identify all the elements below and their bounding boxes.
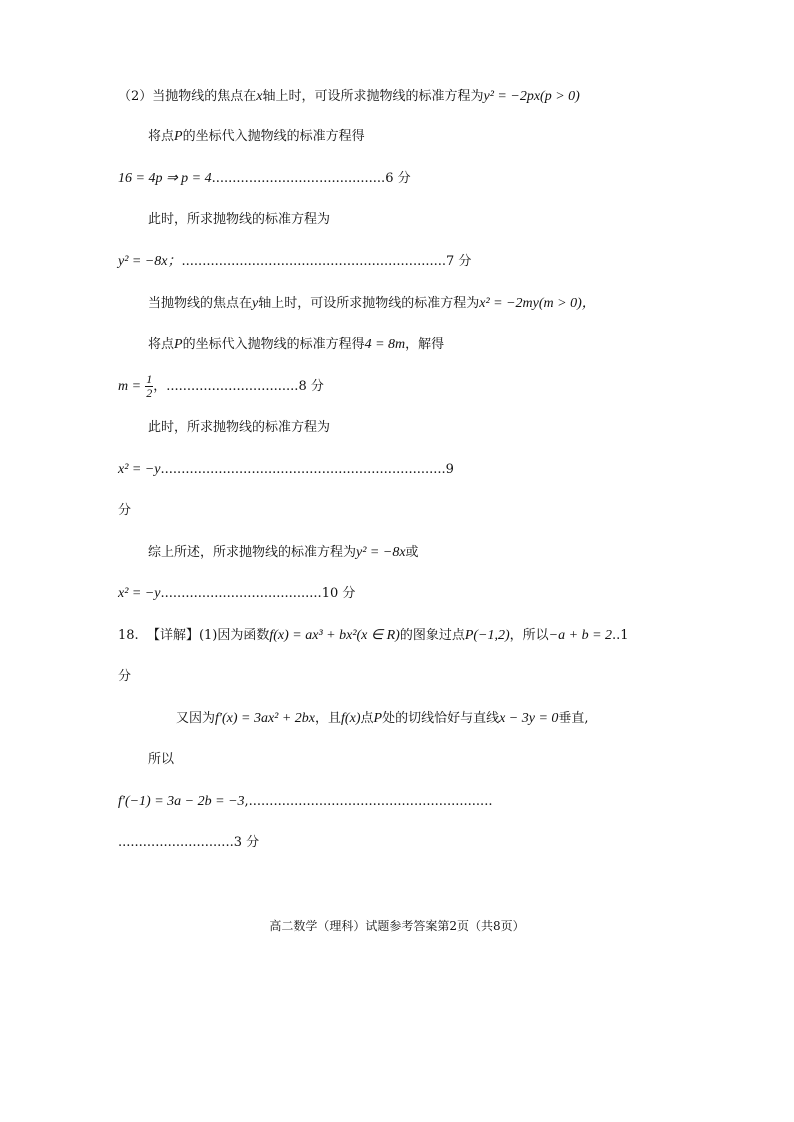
formula: x − 3y = 0 — [499, 711, 559, 726]
formula: f′(x) = 3ax² + 2bx — [215, 711, 316, 726]
line-therefore — [148, 751, 174, 769]
text: 又因为 — [176, 711, 216, 726]
text: 【详解】(1)因为函数 — [146, 628, 270, 643]
line-score-9 — [118, 461, 454, 479]
line-result-intro-2 — [148, 419, 330, 437]
text: 或 — [405, 545, 419, 560]
leader-dots: ................................................................ — [181, 254, 446, 269]
formula: 4 = 8m — [364, 337, 406, 352]
numerator: 1 — [146, 372, 153, 386]
formula: m = — [118, 379, 142, 394]
line-score-10 — [118, 585, 355, 603]
text: 点 — [360, 711, 374, 726]
text: 轴上时，可设所求抛物线的标准方程为 — [262, 89, 484, 104]
line-score-7 — [118, 253, 471, 271]
line-result-intro — [148, 211, 330, 229]
var-p: P — [174, 337, 183, 352]
formula: x² = −2my(m > 0)， — [479, 296, 596, 311]
score: 9 — [445, 462, 454, 477]
score-unit: 分 — [118, 503, 132, 518]
line-parabola-case-y — [148, 295, 596, 313]
leader-dots: ，................................ — [153, 379, 299, 394]
text: 此时，所求抛物线的标准方程为 — [148, 420, 331, 435]
leader-dots: ............................ — [118, 835, 234, 850]
text: 垂直, — [558, 711, 589, 726]
score: 1 — [620, 628, 629, 643]
text: 处的切线恰好与直线 — [382, 711, 500, 726]
formula: 16 = 4p ⇒ p = 4 — [118, 171, 212, 186]
score: 6 分 — [385, 171, 411, 186]
line-substitute-p — [148, 128, 365, 146]
var-p: P — [373, 711, 383, 726]
formula: P(−1,2) — [464, 628, 510, 643]
denominator: 2 — [146, 386, 153, 400]
formula: −a + b = 2 — [548, 628, 613, 643]
leader-dots: .. — [612, 628, 621, 643]
line-score-1-unit — [118, 668, 131, 686]
text: 轴上时，可设所求抛物线的标准方程为 — [258, 296, 480, 311]
line-problem-18 — [118, 627, 629, 645]
leader-dots: .......................................... — [211, 171, 386, 186]
line-summary — [148, 544, 419, 562]
text: 将点 — [148, 129, 175, 144]
line-score-9-unit — [118, 502, 131, 520]
text: ，且 — [315, 711, 342, 726]
text: 的图象过点 — [399, 628, 465, 643]
score: 10 分 — [321, 586, 356, 601]
line-substitute-p-2 — [148, 336, 444, 354]
line-derivative-eval — [118, 793, 492, 811]
formula: x² = −y — [118, 462, 161, 477]
leader-dots: ..................................................................... — [160, 462, 446, 477]
text: （2）当抛物线的焦点在 — [118, 89, 257, 104]
leader-dots: ....................................... — [160, 586, 322, 601]
formula: f(x) — [341, 711, 361, 726]
fraction-one-half — [145, 373, 153, 400]
formula: x² = −y — [118, 586, 161, 601]
leader-dots: ,........................................................... — [244, 794, 493, 809]
text: 当抛物线的焦点在 — [148, 296, 253, 311]
score: 7 分 — [446, 254, 472, 269]
problem-number: 18. — [118, 628, 139, 643]
var-p: P — [174, 129, 183, 144]
var-y: y — [252, 296, 259, 311]
page-footer: 高二数学（理科）试题参考答案第2页（共8页） — [269, 919, 525, 933]
formula: f(x) = ax³ + bx²(x ∈ R) — [269, 628, 400, 643]
line-score-3 — [118, 834, 259, 852]
score-unit: 分 — [118, 669, 132, 684]
line-derivative — [176, 710, 589, 728]
var-x: x — [256, 89, 263, 104]
text: 所以 — [148, 752, 175, 767]
text: 此时，所求抛物线的标准方程为 — [148, 212, 331, 227]
line-parabola-case-x — [118, 88, 580, 106]
formula: y² = −8x； — [118, 254, 182, 269]
text: ，解得 — [405, 337, 445, 352]
score: 8 分 — [298, 379, 324, 394]
line-score-6 — [118, 170, 411, 188]
text: 的坐标代入抛物线的标准方程得 — [182, 337, 365, 352]
line-score-8 — [118, 372, 324, 402]
formula: f′(−1) = 3a − 2b = −3 — [118, 794, 245, 809]
text: ，所以 — [509, 628, 549, 643]
text: 将点 — [148, 337, 175, 352]
text: 的坐标代入抛物线的标准方程得 — [182, 129, 365, 144]
text: 综上所述，所求抛物线的标准方程为 — [148, 545, 357, 560]
formula: y² = −8x — [356, 545, 406, 560]
score: 3 分 — [233, 835, 260, 850]
formula: y² = −2px(p > 0) — [483, 89, 580, 104]
